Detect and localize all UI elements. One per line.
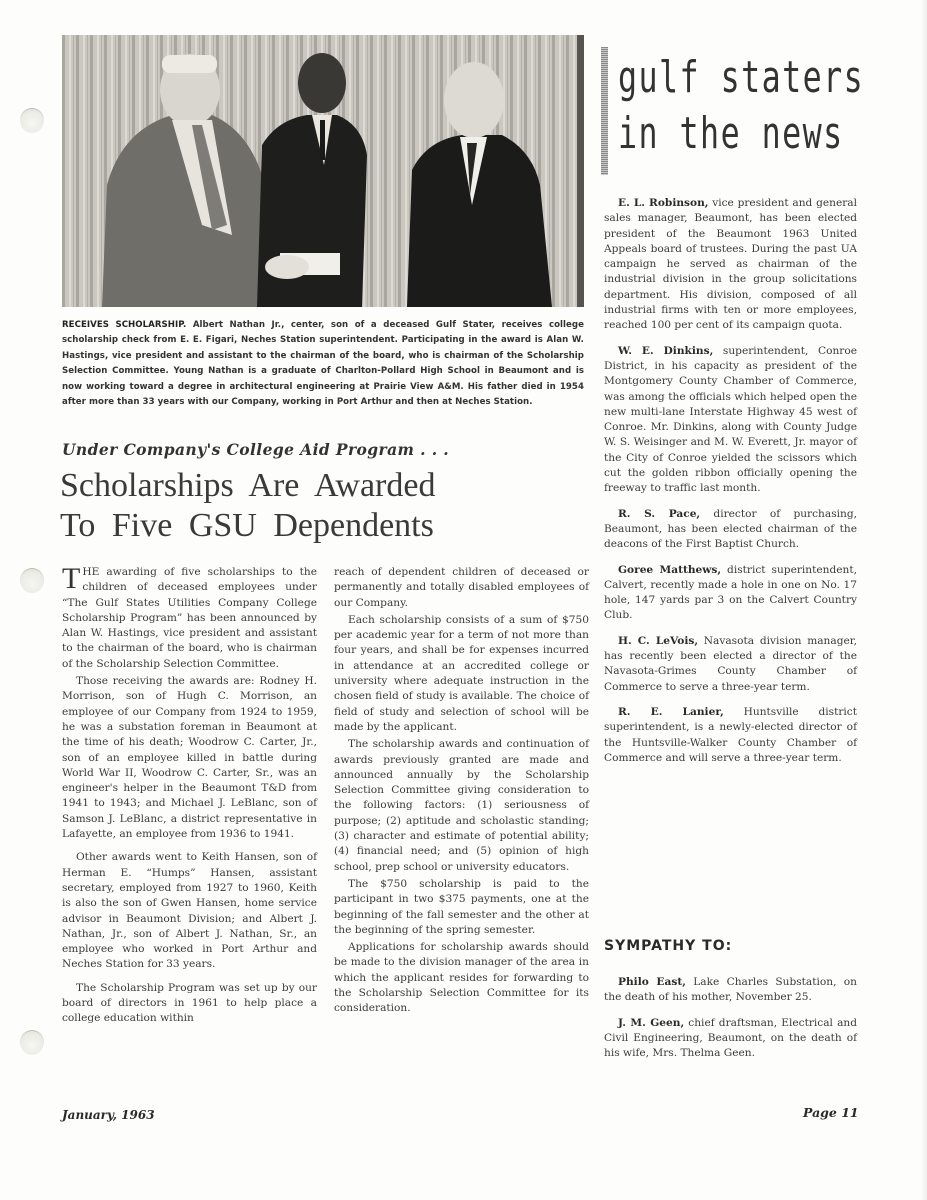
news-item [604,344,857,497]
news-item [604,705,857,766]
sympathy-item-name: Philo East, [618,976,686,988]
news-item-text: vice president and general sales manager, Beaumont, has been elected president of the Beaumont 1963 United Appeals board of trustees. During the past UA campaign he served as chairman of the industrial division in the group solicitations department. His division, composed of all industrial firms with ten or more employees, reached 100 per cent of its campaign quota. [604,197,857,332]
article-paragraph: The Scholarship Program was set up by our board of directors in 1961 to help place a college education within [62,981,317,1025]
sympathy-heading: SYMPATHY TO: [604,938,733,954]
article-paragraph: reach of dependent children of deceased or permanently and totally disabled employees of our Company. [334,566,589,609]
drop-cap: T [62,562,81,595]
page-number: Page 11 [803,1105,859,1120]
page-edge [921,0,927,1200]
news-title-line-2: in the news [618,108,844,159]
section-bar-ornament [601,47,608,175]
punch-hole [20,108,44,133]
news-item-name: E. L. Robinson, [618,197,709,209]
article-paragraph [62,562,317,672]
paragraph-text: HE awarding of five scholarships to the children of deceased employees under “The Gulf States Utilities Company College Scholarship Program” has been announced by Alan W. Hastings, vice president and assistant to the chairman of the board, who is chairman of the Scholarship Selection Committee. [62,566,317,670]
news-item-text: superintendent, Conroe District, in his capacity as president of the Montgomery County Chamber of Commerce, was among the officials which helped open the new multi-lane Interstate Highway 45 west of Conroe. Mr. Dinkins, along with County Judge W. S. Weisinger and M. W. Everett, Jr. mayor of the City of Conroe yielded the scissors which cut the golden ribbon officially opening the freeway to traffic last month. [604,344,857,495]
article-paragraph: Applications for scholarship awards should be made to the division manager of the area in which the applicant resides for forwarding to the Scholarship Selection Committee for its consideration. [334,941,589,1015]
news-item-text: Huntsville district superintendent, is a newly-elected director of the Huntsville-Walker County Chamber of Commerce and will serve a three-year term. [604,705,857,764]
news-item [604,507,857,553]
article-column-1 [62,562,317,1027]
caption-lead: RECEIVES SCHOLARSHIP. [62,320,187,330]
news-column [604,196,857,766]
headline-line-2: To Five GSU Dependents [60,507,434,544]
headline-line-1: Scholarships Are Awarded [60,467,436,504]
news-item-text: Navasota division manager, has recently been elected a director of the Navasota-Grimes County Chamber of Commerce to serve a three-year term. [604,634,858,693]
article-paragraph: Each scholarship consists of a sum of $750 per academic year for a term of not more than four years, and shall be for expenses incurred in attendance at an accredited college or university where adequate instruction in the chosen field of study is available. The choice of field of study and selection of school will be made by the applicant. [334,613,589,733]
news-item-name: W. E. Dinkins, [618,344,714,357]
article-paragraph: Other awards went to Keith Hansen, son of Herman E. “Humps” Hansen, assistant secretary, employed from 1927 to 1960, Keith is also the son of Gwen Hansen, home service advisor in Beaumont Division; and Albert J. Nathan, Jr., son of Albert J. Nathan, Sr., an employee who worked in Port Arthur and Neches Station for 33 years. [62,851,317,971]
article-kicker: Under Company's College Aid Program . . . [62,440,450,459]
news-item-text: district superintendent, Calvert, recently made a hole in one on No. 17 hole, 147 yards par 3 on the Calvert Country Club. [604,563,857,622]
news-item [604,634,857,695]
sympathy-item-text: Lake Charles Substation, on the death of his mother, November 25. [604,976,857,1004]
sympathy-item-name: J. M. Geen, [618,1016,685,1029]
news-item-name: R. E. Lanier, [618,705,724,718]
sympathy-item [604,975,857,1006]
news-item-name: R. S. Pace, [618,507,701,520]
issue-date: January, 1963 [62,1108,155,1122]
punch-hole [20,1030,44,1055]
news-title-line-1: gulf staters [618,52,865,103]
article-paragraph: The scholarship awards and continuation of awards previously granted are made and announced annually by the Scholarship Selection Committee giving consideration to the following factors: (1) seriousness of purpose; (2) aptitude and scholastic standing; (3) character and estimate of potential ability; (4) financial need; and (5) opinion of high school, prep school or university educators. [334,738,589,873]
article-column-2 [334,565,589,1017]
news-item [604,196,857,334]
news-section-title [618,50,864,162]
punch-hole [20,568,44,593]
article-headline [60,466,580,546]
sympathy-column [604,975,857,1061]
scholarship-photo [62,35,584,307]
news-item [604,563,857,624]
news-item-name: Goree Matthews, [618,563,722,576]
sympathy-item-text: chief draftsman, Electrical and Civil Engineering, Beaumont, on the death of his wife, Mrs. Thelma Geen. [604,1016,857,1060]
article-paragraph: The $750 scholarship is paid to the participant in two $375 payments, one at the beginning of the fall semester and the other at the beginning of the spring semester. [334,877,589,936]
sympathy-item [604,1016,857,1062]
news-item-name: H. C. LeVois, [618,634,699,647]
article-paragraph: Those receiving the awards are: Rodney H. Morrison, son of Hugh C. Morrison, an employee of our Company from 1924 to 1959, he was a substation foreman in Beaumont at the time of his death; Woodrow C. Carter, Jr., son of an employee killed in battle during World War II, Woodrow C. Carter, Sr., was an engineer's helper in the Beaumont T&D from 1941 to 1943; and Michael J. LeBlanc, son of Samson J. LeBlanc, a district representative in Lafayette, an employee from 1936 to 1941. [62,675,317,841]
caption-body: Albert Nathan Jr., center, son of a deceased Gulf Stater, receives college scholarship check from E. E. Figari, Neches Station superintendent. Participating in the award is Alan W. Hastings, vice president and assistant to the chairman of the board, who is chairman of the Scholarship Selection Committee. Young Nathan is a graduate of Charlton-Pollard High School in Beaumont and is now working toward a degree in architectural engineering at Prairie View A&M. His father died in 1954 after more than 33 years with our Company, working in Port Arthur and then at Neches Station. [62,320,584,408]
photo-caption [62,318,584,410]
news-item-text: director of purchasing, Beaumont, has been elected chairman of the deacons of the First Baptist Church. [604,507,857,551]
